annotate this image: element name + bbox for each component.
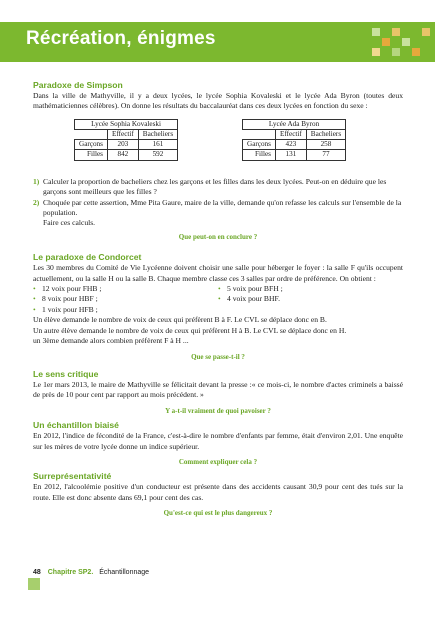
condorcet-line-2: Un autre élève demande le nombre de voix de ceux qui préfèrent H à B. Le CVL se déplace donc en H. [33,325,347,335]
table-title: Lycée Sophia Kovaleski [75,119,178,129]
table-sophia-kovaleski [74,119,178,161]
decor-square [372,48,380,56]
vote-list [33,284,403,315]
page-footer [33,569,149,576]
bullet-icon: • [218,284,221,294]
chapter-label: Chapitre SP2. [47,569,94,576]
section-heading-simpson: Paradoxe de Simpson [33,80,123,90]
list-item: • 8 voix pour HBF ; [33,294,98,304]
critique-text: Le 1er mars 2013, le maire de Mathyville se félicitait devant la presse :« ce mois-ci, le nombre d'actes criminels a baissé de près de 10 pour cent par rapport au mois précédent. » [33,379,403,400]
bullet-icon: • [33,304,36,314]
chapter-subtitle: Échantillonnage [99,569,150,576]
column-header: Effectif [275,130,306,140]
table-row: Garçons 203 161 [75,140,178,150]
question-number: 2) [33,197,40,207]
critique-question: Y a-t-il vraiment de quoi pavoiser ? [165,406,271,415]
decor-square [402,38,410,46]
condorcet-question: Que se passe-t-il ? [191,352,245,361]
question-2: 2) Choquée par cette assertion, Mme Pita Gaure, maire de la ville, demande qu'on refasse les calculs sur l'ensemble de la population. Faire ces calculs. [33,197,402,228]
list-item: • 12 voix pour FHB ; [33,284,102,294]
condorcet-line-3: un 3ème demande alors combien préfèrent F à H ... [33,336,189,346]
list-item: • 5 voix pour BFH ; [218,284,283,294]
chapter-banner [0,22,435,62]
simpson-question: Que peut-on en conclure ? [178,232,258,241]
condorcet-line-1: Un élève demande le nombre de voix de ceux qui préfèrent B à F. Le CVL se déplace donc en B. [33,315,327,325]
list-item: • 4 voix pour BHF. [218,294,280,304]
biaise-text: En 2012, l'indice de fécondité de la France, c'est-à-dire le nombre d'enfants par femme, était d'environ 2,01. Une enquête sur les mères de votre lycée donne un indice supérieur. [33,431,403,451]
decor-square [412,48,420,56]
column-header: Bacheliers [138,130,177,140]
simpson-intro: Dans la ville de Mathyville, il y a deux lycées, le lycée Sophia Kovaleski et le lycée Ada Byron (toutes deux mathématiciennes célèbres). On donne les résultats du baccalauréat dans ces deux lycées en fonction du sexe : [33,91,403,111]
biaise-question: Comment expliquer cela ? [178,457,258,466]
footer-decor-square [28,578,40,590]
bullet-icon: • [33,284,36,294]
list-item: • 1 voix pour HFB ; [33,304,98,314]
page-title: Récréation, énigmes [26,28,216,49]
condorcet-intro: Les 30 membres du Comité de Vie Lycéenne doivent choisir une salle pour héberger le foyer : la salle F qu'ils occupent actuellement, ou la salle H ou la salle B. Chaque membre classe ces 3 salles par ordre de préférence. On obtient : [33,263,403,283]
column-header: Bacheliers [306,130,345,140]
bullet-icon: • [33,294,36,304]
decor-square [382,38,390,46]
decor-square [372,28,380,36]
question-number: 1) [33,176,40,186]
section-heading-biaise: Un échantillon biaisé [33,420,119,431]
section-heading-condorcet: Le paradoxe de Condorcet [33,252,142,263]
decor-square [422,28,430,36]
column-header: Effectif [107,130,138,140]
table-row: Filles 131 77 [243,150,346,160]
decor-square [392,28,400,36]
surrep-text: En 2012, l'alcoolémie positive d'un conducteur est présente dans des accidents causant 30,9 pour cent des tués sur la route. Elle est donc absente dans 69,1 pour cent des cas. [33,482,403,502]
surrep-question: Qu'est-ce qui est le plus dangereux ? [163,509,273,518]
table-row: Garçons 423 258 [243,140,346,150]
page-number: 48 [33,569,41,576]
decor-square [392,48,400,56]
section-heading-surrep: Surreprésentativité [33,471,112,482]
section-heading-critique: Le sens critique [33,368,99,379]
page-content [33,80,403,519]
table-title: Lycée Ada Byron [243,119,346,129]
bullet-icon: • [218,294,221,304]
question-1: 1) Calculer la proportion de bacheliers chez les garçons et les filles dans les deux lycées. Peut-on en déduire que les garçons sont meilleurs que les filles ? [33,176,387,197]
table-row: Filles 842 592 [75,150,178,160]
table-ada-byron [242,119,346,161]
simpson-tables [33,119,403,177]
